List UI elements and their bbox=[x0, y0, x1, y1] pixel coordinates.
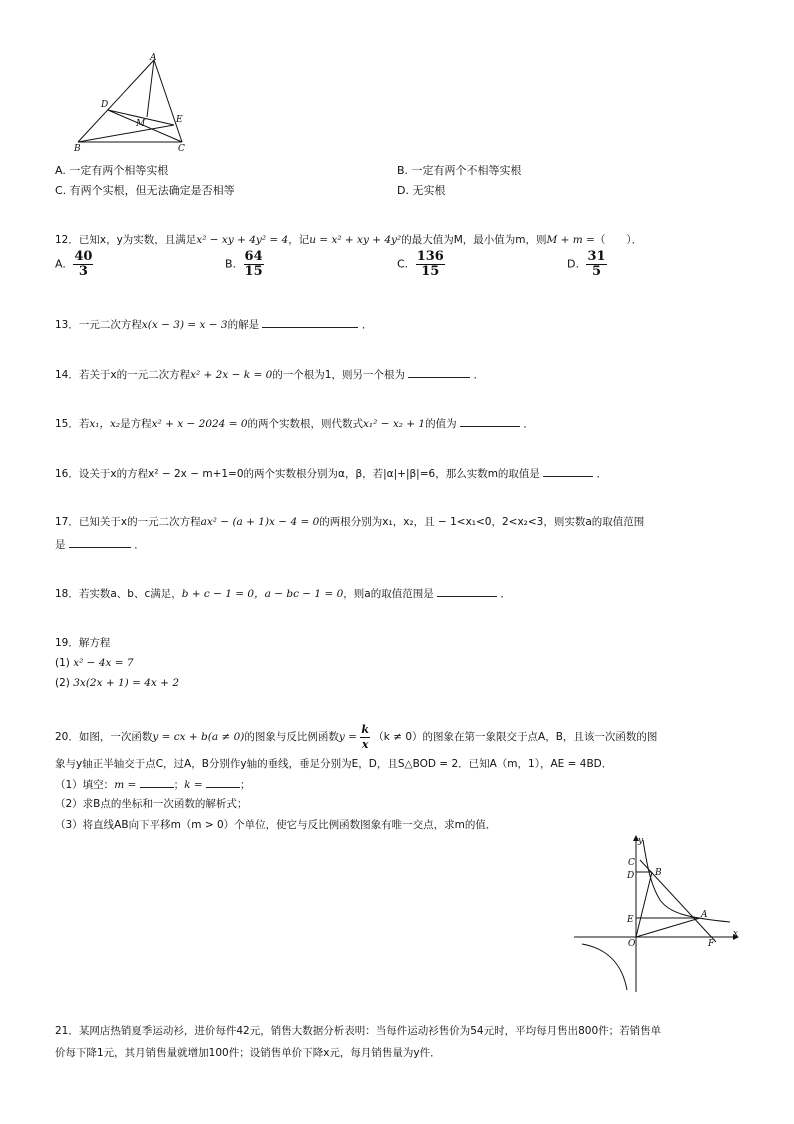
label-c: C bbox=[178, 144, 185, 154]
q12-text-end: （ ）． bbox=[594, 234, 643, 246]
q12-eq3: M + m = bbox=[546, 234, 595, 246]
question-20-part-1 bbox=[55, 777, 250, 792]
q18-prefix: 18．若实数a、b、c满足， bbox=[55, 588, 182, 600]
q12-option-c-fraction: $\frac{136}{15}$ bbox=[416, 249, 444, 279]
q18-equations: b + c − 1 = 0，a − bc − 1 = 0 bbox=[181, 588, 344, 600]
q18-end: ． bbox=[500, 588, 511, 600]
q15-end: ． bbox=[523, 418, 534, 430]
q12-option-a bbox=[55, 250, 93, 279]
q12-option-c-label: C. bbox=[397, 257, 409, 271]
q18-suffix: ，则a的取值范围是 bbox=[343, 588, 434, 600]
q16-answer-blank[interactable] bbox=[543, 466, 593, 477]
question-14 bbox=[55, 367, 484, 382]
q20-part1-m: m = bbox=[114, 779, 137, 791]
label-f: F bbox=[708, 939, 715, 949]
q20-m-answer-blank[interactable] bbox=[140, 777, 174, 788]
label-o: O bbox=[628, 939, 636, 949]
question-20-part-2: （2）求B点的坐标和一次函数的解析式； bbox=[55, 798, 248, 810]
line-ob bbox=[636, 872, 652, 937]
q13-answer-blank[interactable] bbox=[262, 317, 358, 328]
question-17-line-2 bbox=[55, 537, 145, 552]
q20-text-c: （k ≠ 0）的图象在第一象限交于点A，B，且该一次函数的图 bbox=[373, 731, 658, 743]
q19-part2-equation: 3x(2x + 1) = 4x + 2 bbox=[73, 677, 179, 689]
q20-part1-sep: ； bbox=[173, 779, 185, 791]
q12-option-c bbox=[397, 250, 445, 279]
function-graph bbox=[570, 832, 745, 994]
hyperbola-q3 bbox=[582, 944, 627, 990]
label-x: x bbox=[733, 929, 739, 939]
q12-text-mid2: 的最大值为M，最小值为m，则 bbox=[401, 234, 547, 246]
q12-eq2: u = x² + xy + 4y² bbox=[309, 234, 402, 246]
question-12 bbox=[55, 233, 642, 247]
q11-option-b: B. 一定有两个不相等实根 bbox=[397, 164, 522, 177]
q13-prefix: 13．一元二次方程 bbox=[55, 319, 142, 331]
label-d: D bbox=[101, 100, 109, 110]
q12-text-start: 12．已知x，y为实数，且满足 bbox=[55, 234, 197, 246]
q11-option-a: A. 一定有两个相等实根 bbox=[55, 164, 169, 177]
q20-text-a: 20．如图，一次函数 bbox=[55, 731, 153, 743]
line-oa bbox=[636, 918, 700, 937]
question-19-part-2 bbox=[55, 676, 179, 690]
q12-option-d-label: D. bbox=[567, 257, 579, 271]
question-20-part-3: （3）将直线AB向下平移m（m > 0）个单位，使它与反比例函数图象有唯一交点，求m的值． bbox=[55, 819, 497, 831]
q15-mid2: 的两个实数根，则代数式 bbox=[247, 418, 364, 430]
q14-answer-blank[interactable] bbox=[408, 367, 470, 378]
q15-prefix: 15．若 bbox=[55, 418, 90, 430]
q12-option-d-fraction: $\frac{31}{5}$ bbox=[587, 249, 606, 279]
q14-end: ． bbox=[473, 369, 485, 381]
q20-text-b: 的图象与反比例函数 bbox=[244, 731, 339, 743]
q20-y-eq: y = bbox=[338, 731, 357, 743]
q17-prefix: 17．已知关于x的一元二次方程 bbox=[55, 516, 201, 528]
q15-suffix: 的值为 bbox=[425, 418, 457, 430]
q14-prefix: 14．若关于x的一元二次方程 bbox=[55, 369, 191, 381]
q12-text-mid: ，记 bbox=[288, 234, 310, 246]
q15-mid: 是方程 bbox=[120, 418, 152, 430]
q12-option-b-fraction: $\frac{64}{15}$ bbox=[244, 249, 263, 279]
q17-suffix: 的两根分别为x₁，x₂，且 − 1<x₁<0，2<x₂<3，则实数a的取值范围 bbox=[319, 516, 645, 528]
label-e: E bbox=[627, 915, 634, 925]
q12-option-a-label: A. bbox=[55, 257, 66, 271]
question-19-part-1 bbox=[55, 656, 134, 670]
q13-suffix: 的解是 bbox=[227, 319, 260, 331]
triangle-figure bbox=[70, 50, 200, 155]
q17-answer-blank[interactable] bbox=[69, 537, 131, 548]
q17-line2: 是 bbox=[55, 539, 66, 551]
q20-k-over-x: $\frac{k}{x}$ bbox=[361, 722, 369, 751]
q20-part1-k: k = bbox=[184, 779, 203, 791]
q12-eq1: x² − xy + 4y² = 4 bbox=[196, 234, 289, 246]
question-18 bbox=[55, 586, 511, 601]
question-20-line-2: 象与y轴正半轴交于点C，过A，B分别作y轴的垂线，垂足分别为E，D，且S△BOD = 2．已知A（m，1），AE = 4BD． bbox=[55, 758, 613, 770]
question-21-line-1: 21．某网店热销夏季运动衫，进价每件42元，销售大数据分析表明：当每件运动衫售价为54元时，平均每月售出800件；若销售单 bbox=[55, 1025, 662, 1037]
label-a: A bbox=[150, 53, 157, 63]
q16-text: 16．设关于x的方程x² − 2x − m+1=0的两个实数根分别为α，β，若|α|+|β|=6，那么实数m的取值是 bbox=[55, 468, 540, 480]
q11-option-d: D. 无实根 bbox=[397, 184, 446, 197]
q19-part2-label: (2) bbox=[55, 677, 70, 689]
q12-option-b-label: B. bbox=[225, 257, 237, 271]
q16-end: ． bbox=[596, 468, 608, 480]
label-b: B bbox=[74, 144, 81, 154]
question-20-line-1 bbox=[55, 722, 657, 752]
q20-part1-prefix: （1）填空： bbox=[55, 779, 115, 791]
q14-equation: x² + 2x − k = 0 bbox=[190, 369, 273, 381]
q15-equation: x² + x − 2024 = 0 bbox=[151, 418, 248, 430]
question-15 bbox=[55, 416, 534, 431]
q12-option-a-fraction: $\frac{40}{3}$ bbox=[74, 249, 93, 279]
q15-expression: x₁² − x₂ + 1 bbox=[363, 418, 426, 430]
question-16 bbox=[55, 466, 607, 481]
q17-end: ． bbox=[134, 539, 145, 551]
q20-linear-eq: y = cx + b(a ≠ 0) bbox=[152, 731, 245, 743]
label-b: B bbox=[655, 868, 662, 878]
q18-answer-blank[interactable] bbox=[437, 586, 497, 597]
label-m: M bbox=[136, 119, 146, 129]
q19-part1-label: (1) bbox=[55, 657, 70, 669]
q12-option-b bbox=[225, 250, 264, 279]
label-d: D bbox=[627, 871, 635, 881]
q13-end: ． bbox=[361, 319, 373, 331]
label-c: C bbox=[628, 858, 635, 868]
q15-answer-blank[interactable] bbox=[460, 416, 520, 427]
q11-option-c: C. 有两个实根，但无法确定是否相等 bbox=[55, 184, 235, 197]
label-a: A bbox=[701, 910, 708, 920]
q12-option-d bbox=[567, 250, 607, 279]
question-19-title: 19．解方程 bbox=[55, 637, 111, 649]
question-13 bbox=[55, 317, 372, 332]
q13-equation: x(x − 3) = x − 3 bbox=[141, 319, 228, 331]
q17-equation: ax² − (a + 1)x − 4 = 0 bbox=[200, 516, 320, 528]
question-21-line-2: 价每下降1元，其月销售量就增加100件；设销售单价下降x元，每月销售量为y件． bbox=[55, 1047, 441, 1059]
q19-part1-equation: x² − 4x = 7 bbox=[73, 657, 134, 669]
question-17-line-1 bbox=[55, 515, 644, 529]
q20-k-answer-blank[interactable] bbox=[206, 777, 240, 788]
q14-suffix: 的一个根为1，则另一个根为 bbox=[272, 369, 405, 381]
q20-part1-end: ； bbox=[239, 779, 251, 791]
label-e: E bbox=[176, 115, 183, 125]
q15-vars: x₁，x₂ bbox=[89, 418, 121, 430]
label-y: y bbox=[638, 836, 644, 846]
